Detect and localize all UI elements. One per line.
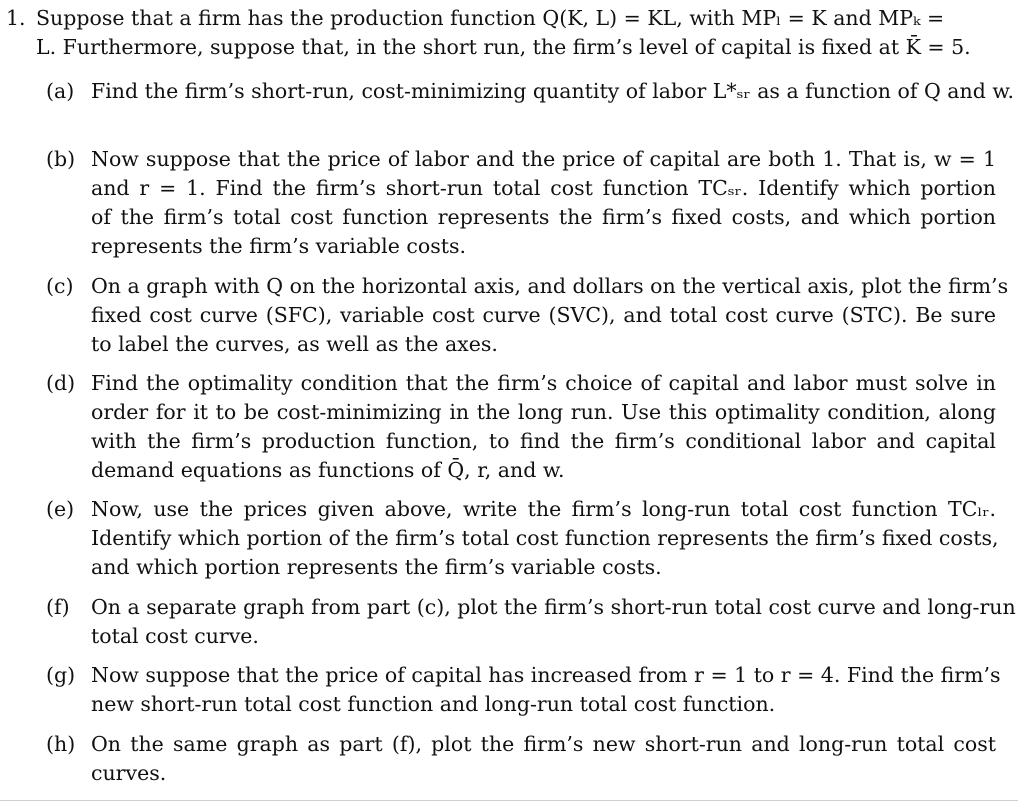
- part-line: Now, use the prices given above, write the firm’s long-run total cost function TCₗᵣ.: [91, 497, 996, 521]
- part-line: of the firm’s total cost function represents the firm’s fixed costs, and which portion: [91, 205, 996, 229]
- part-line: On the same graph as part (f), plot the firm’s new short-run and long-run total cost: [91, 732, 996, 756]
- part-label: (g): [46, 663, 76, 687]
- part-c: [46, 272, 1009, 359]
- part-line: and r = 1. Find the firm’s short-run total cost function TCₛᵣ. Identify which portion: [91, 176, 996, 200]
- part-line: Find the optimality condition that the firm’s choice of capital and labor must solve in: [91, 371, 996, 395]
- part-line: Identify which portion of the firm’s total cost function represents the firm’s fixed costs,: [91, 526, 999, 550]
- part-label: (f): [46, 595, 70, 619]
- part-line: order for it to be cost-minimizing in the long run. Use this optimality condition, along: [91, 400, 996, 424]
- part-line: with the firm’s production function, to find the firm’s conditional labor and capital: [91, 429, 996, 453]
- part-line: demand equations as functions of Q̄, r, and w.: [91, 458, 565, 482]
- part-line: Now suppose that the price of labor and the price of capital are both 1. That is, w = 1: [91, 147, 996, 171]
- part-label: (h): [46, 732, 76, 756]
- part-text: [91, 593, 1016, 651]
- part-line: Find the firm’s short-run, cost-minimizing quantity of labor L*ₛᵣ as a function of Q and w.: [91, 79, 1014, 103]
- part-d: [46, 369, 996, 485]
- part-a: [46, 77, 1014, 106]
- problem-intro-text-1: Suppose that a firm has the production function Q(K, L) = KL, with MPₗ = K and MPₖ =: [36, 6, 945, 30]
- part-line: On a separate graph from part (c), plot the firm’s short-run total cost curve and long-run: [91, 595, 1016, 619]
- part-b: [46, 145, 996, 261]
- part-text: [91, 661, 1001, 719]
- part-g: [46, 661, 1001, 719]
- part-line: Now suppose that the price of capital has increased from r = 1 to r = 4. Find the firm’s: [91, 663, 1001, 687]
- part-label: (e): [46, 497, 75, 521]
- part-h: [46, 730, 996, 788]
- part-text: [91, 145, 996, 261]
- part-line: represents the firm’s variable costs.: [91, 234, 466, 258]
- part-text: [91, 77, 1014, 106]
- part-f: [46, 593, 1016, 651]
- part-text: [91, 495, 999, 582]
- part-line: fixed cost curve (SFC), variable cost curve (SVC), and total cost curve (STC). Be sure: [91, 303, 996, 327]
- part-line: new short-run total cost function and long-run total cost function.: [91, 692, 776, 716]
- part-line: On a graph with Q on the horizontal axis, and dollars on the vertical axis, plot the firm’s: [91, 274, 1009, 298]
- part-label: (c): [46, 274, 74, 298]
- part-label: (b): [46, 147, 76, 171]
- part-label: (d): [46, 371, 76, 395]
- problem-intro-line-2: L. Furthermore, suppose that, in the short run, the firm’s level of capital is fixed at K̄ = 5.: [36, 35, 971, 59]
- problem-intro-line-1: [6, 4, 996, 33]
- part-line: total cost curve.: [91, 624, 259, 648]
- part-line: curves.: [91, 761, 167, 785]
- part-label: (a): [46, 79, 75, 103]
- part-e: [46, 495, 999, 582]
- part-line: and which portion represents the firm’s variable costs.: [91, 555, 662, 579]
- part-text: [91, 272, 1009, 359]
- problem-number: 1.: [6, 6, 26, 30]
- part-line: to label the curves, as well as the axes.: [91, 332, 498, 356]
- part-text: [91, 730, 996, 788]
- part-text: [91, 369, 996, 485]
- problem-statement: [6, 4, 996, 62]
- bottom-divider: [0, 800, 1018, 801]
